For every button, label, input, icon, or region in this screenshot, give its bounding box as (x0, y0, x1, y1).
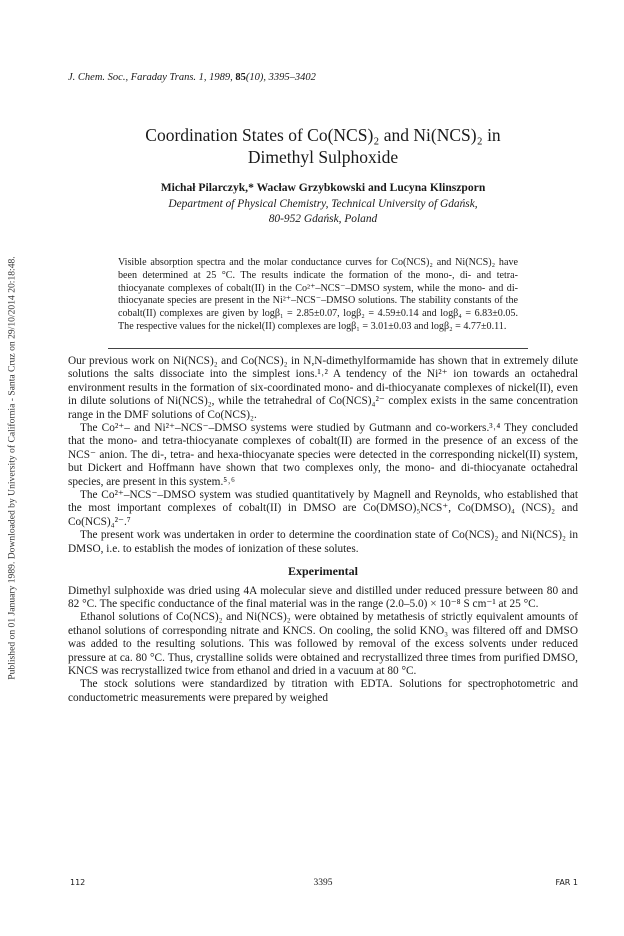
body-text (68, 355, 578, 705)
journal-volume: 85 (235, 72, 246, 83)
download-watermark: Published on 01 January 1989. Downloaded by University of California - Santa Cruz on 29/10/2014 20:18:48. (6, 256, 18, 680)
footer-code: 112 (70, 878, 86, 887)
title-line-2: Dimethyl Sulphoxide (247, 147, 399, 167)
journal-name: J. Chem. Soc., Faraday Trans. 1, (68, 72, 207, 83)
paragraph-stock-solutions: The stock solutions were standardized by titration with EDTA. Solutions for spectrophotometric and conductometric measurements were prepared by weighed (68, 678, 578, 704)
title-line-1: Coordination States of Co(NCS)₂ and Ni(NCS)₂ in (145, 125, 501, 145)
paragraph-intro: Our previous work on Ni(NCS)₂ and Co(NCS)₂ in N,N-dimethylformamide has shown that in extremely dilute solutions the salts dissociate into the simplest ions.¹˒² A tendency of the Ni²⁺ ion towards an octahedral environment results in the formation of six-coordinated mono- and di-thiocyanate complexes of nickel(II), even in dilute solutions of Ni(NCS)₂, while the tetrahedral of Co(NCS)₄²⁻ complex exists in the same concentration range in the DMF solutions of Co(NCS)₂. (68, 355, 578, 421)
paragraph-magnell: The Co²⁺–NCS⁻–DMSO system was studied quantitatively by Magnell and Reynolds, who established that the most important complexes of cobalt(II) in DMSO are Co(DMSO)₅NCS⁺, Co(DMSO)₄ (NCS)₂ and Co(NCS)₄²⁻.⁷ (68, 489, 578, 528)
journal-pages: (10), 3395–3402 (245, 72, 316, 83)
footer-signature: FAR 1 (555, 878, 578, 887)
journal-year: 1989, (209, 72, 233, 83)
section-heading-experimental: Experimental (288, 564, 358, 579)
affiliation-line-2: 80-952 Gdańsk, Poland (268, 213, 378, 225)
paragraph-gutmann: The Co²⁺– and Ni²⁺–NCS⁻–DMSO systems were studied by Gutmann and co-workers.³˒⁴ They concluded that the mono- and tetra-thiocyanate complexes of cobalt(II) are formed in the presence of an excess of the NCS⁻ anion. The di-, tetra- and hexa-thiocyanate species were detected in the corresponding nickel(II) system, but Dickert and Hoffmann have shown that two complexes only, the mono- and di-thiocyanate octahedral species, are present in this system.⁵˒⁶ (68, 422, 578, 488)
journal-citation (68, 72, 316, 83)
paper-title (68, 124, 578, 168)
paragraph-aim: The present work was undertaken in order to determine the coordination state of Co(NCS)₂ and Ni(NCS)₂ in DMSO, i.e. to establish the modes of ionization of these solutes. (68, 529, 578, 555)
abstract-divider (108, 348, 528, 349)
affiliation (68, 197, 578, 227)
affiliation-line-1: Department of Physical Chemistry, Technical University of Gdańsk, (168, 198, 478, 210)
author-list: Michał Pilarczyk,* Wacław Grzybkowski and Lucyna Klinszporn (160, 181, 486, 194)
paragraph-synthesis: Ethanol solutions of Co(NCS)₂ and Ni(NCS)₂ were obtained by metathesis of strictly equivalent amounts of ethanol solutions of corresponding nitrate and KNCS. On cooling, the solid KNO₃ was filtered off and DMSO was added to the resulting solutions. This was followed by removal of the excess solvents under reduced pressure at ca. 80 °C. Thus, crystalline solids were obtained and recrystallized three times from purified DMSO, KNCS was recrystallized twice from ethanol and dried in a vacuum at 80 °C. (68, 611, 578, 677)
abstract: Visible absorption spectra and the molar conductance curves for Co(NCS)₂ and Ni(NCS)₂ have been determined at 25 °C. The results indicate the formation of the mono-, di- and tetra-thiocyanate complexes of cobalt(II) in the Co²⁺–NCS⁻–DMSO system, while the mono- and di-thiocyanate species are present in the Ni²⁺–NCS⁻–DMSO solutions. The stability constants of the cobalt(II) complexes are given by logβ₁ = 2.85±0.07, logβ₂ = 4.59±0.14 and logβ₄ = 6.83±0.05. The respective values for the nickel(II) complexes are logβ₁ = 3.01±0.03 and logβ₂ = 4.77±0.11. (118, 257, 518, 332)
page-number: 3395 (313, 878, 333, 888)
paragraph-dmso: Dimethyl sulphoxide was dried using 4A molecular sieve and distilled under reduced pressure between 80 and 82 °C. The specific conductance of the final material was in the range (2.0–5.0) × 10⁻⁸ S cm⁻¹ at 25 °C. (68, 584, 578, 610)
